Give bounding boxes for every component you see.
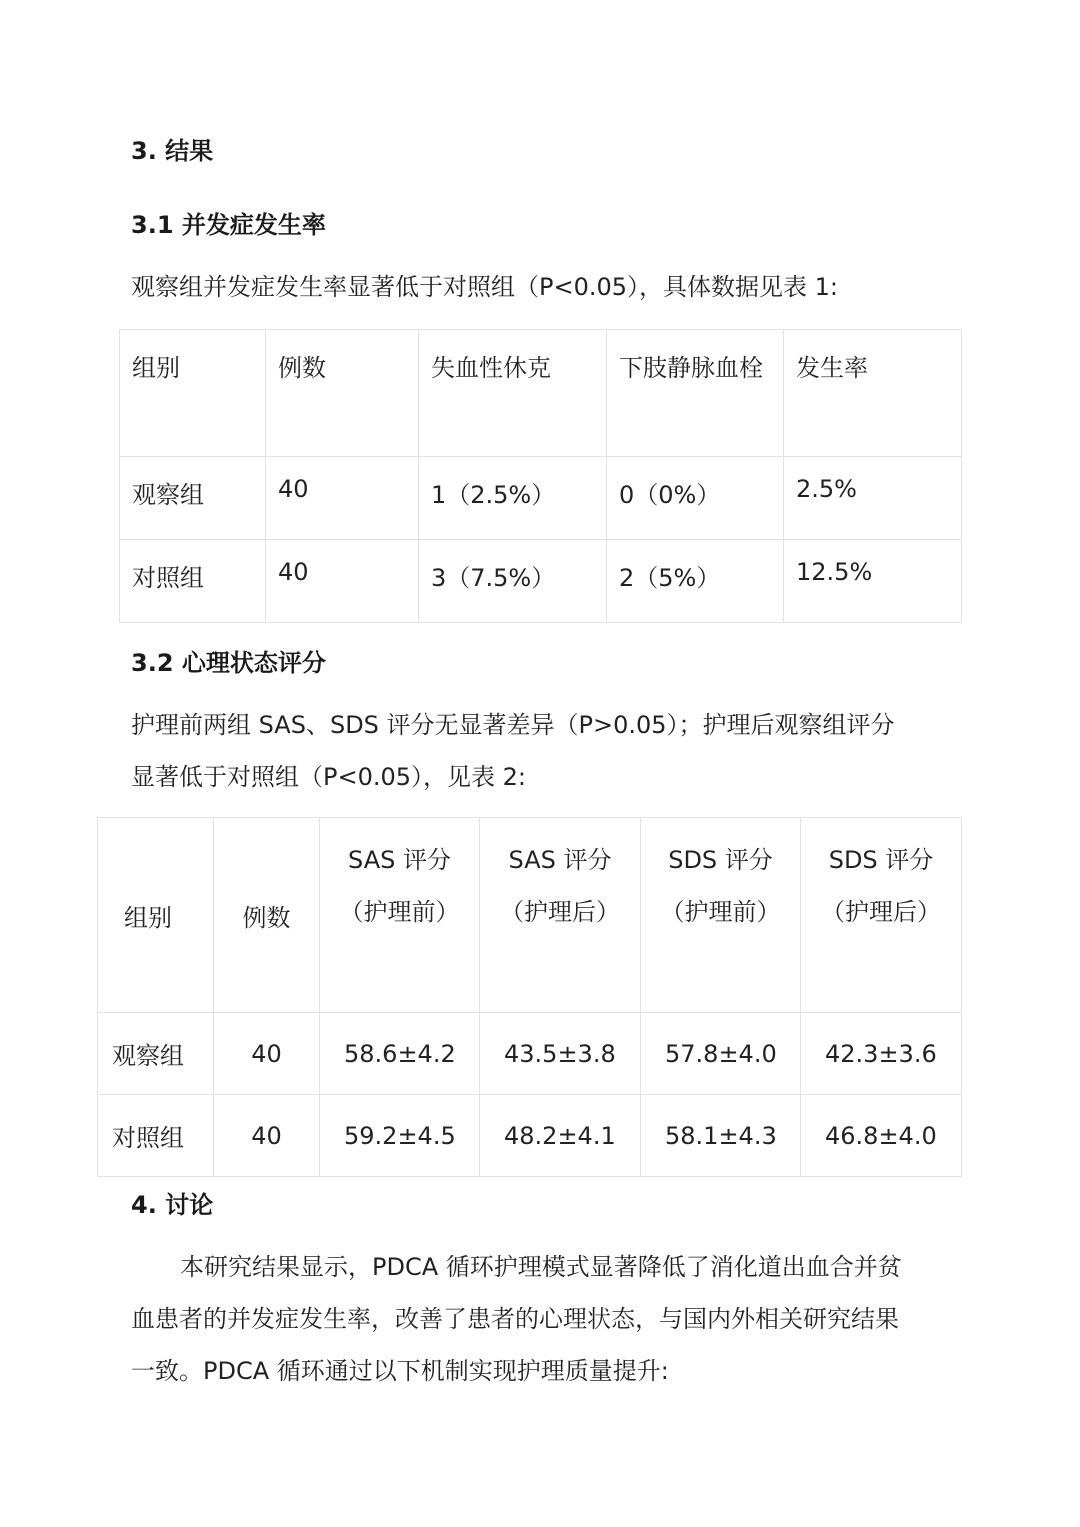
header-line-1: SAS 评分 bbox=[508, 846, 612, 874]
discussion-line2: 血患者的并发症发生率，改善了患者的心理状态，与国内外相关研究结果 bbox=[131, 1305, 899, 1333]
section-heading-discussion: 4. 讨论 bbox=[131, 1191, 214, 1219]
table-cell: 2（5%） bbox=[607, 540, 784, 623]
header-line-2: （护理前） bbox=[660, 898, 781, 926]
table-header-cell: 下肢静脉血栓 bbox=[607, 330, 784, 457]
table-header-cell: 组别 bbox=[98, 818, 214, 1013]
table-cell: 40 bbox=[266, 457, 419, 540]
table-cell: 0（0%） bbox=[607, 457, 784, 540]
table-cell: 48.2±4.1 bbox=[480, 1095, 641, 1177]
table-cell: 57.8±4.0 bbox=[641, 1013, 801, 1095]
paragraph-complications: 观察组并发症发生率显著低于对照组（P<0.05），具体数据见表 1: bbox=[131, 273, 839, 301]
section-heading-results: 3. 结果 bbox=[131, 137, 214, 165]
table-header-cell: 例数 bbox=[266, 330, 419, 457]
discussion-line3: 一致。PDCA 循环通过以下机制实现护理质量提升: bbox=[131, 1357, 669, 1385]
table-cell: 43.5±3.8 bbox=[480, 1013, 641, 1095]
table-header-cell: 例数 bbox=[214, 818, 320, 1013]
table-cell: 58.6±4.2 bbox=[320, 1013, 480, 1095]
paragraph-psychological-line1: 护理前两组 SAS、SDS 评分无显著差异（P>0.05）；护理后观察组评分 bbox=[131, 711, 895, 739]
subsection-heading-complications: 3.1 并发症发生率 bbox=[131, 211, 326, 239]
table-header-cell bbox=[641, 818, 801, 1013]
table-cell: 3（7.5%） bbox=[419, 540, 607, 623]
table-cell: 观察组 bbox=[98, 1013, 214, 1095]
header-line-1: SDS 评分 bbox=[828, 846, 934, 874]
header-line-1: SDS 评分 bbox=[668, 846, 773, 874]
table-cell: 对照组 bbox=[120, 540, 266, 623]
table-row bbox=[98, 1013, 962, 1095]
table-header-cell bbox=[480, 818, 641, 1013]
table-cell: 40 bbox=[266, 540, 419, 623]
table-header-cell bbox=[320, 818, 480, 1013]
subsection-heading-psychological: 3.2 心理状态评分 bbox=[131, 649, 326, 677]
table-cell: 2.5% bbox=[784, 457, 962, 540]
table-row bbox=[120, 457, 962, 540]
header-line-2: （护理前） bbox=[339, 898, 460, 926]
table-header-cell: 组别 bbox=[120, 330, 266, 457]
table-cell: 观察组 bbox=[120, 457, 266, 540]
header-line-2: （护理后） bbox=[821, 898, 941, 926]
table-header-cell: 失血性休克 bbox=[419, 330, 607, 457]
table-cell: 46.8±4.0 bbox=[801, 1095, 962, 1177]
complications-table bbox=[119, 329, 962, 623]
table-cell: 40 bbox=[214, 1095, 320, 1177]
discussion-line1: 本研究结果显示，PDCA 循环护理模式显著降低了消化道出血合并贫 bbox=[180, 1253, 902, 1281]
header-line-2: （护理后） bbox=[500, 898, 620, 926]
table-cell: 40 bbox=[214, 1013, 320, 1095]
table-cell: 1（2.5%） bbox=[419, 457, 607, 540]
table-header-cell bbox=[801, 818, 962, 1013]
table-cell: 对照组 bbox=[98, 1095, 214, 1177]
psychological-score-table bbox=[97, 817, 962, 1177]
header-line-1: SAS 评分 bbox=[348, 846, 451, 874]
table-row bbox=[120, 540, 962, 623]
table-header-row bbox=[120, 330, 962, 457]
table-row bbox=[98, 1095, 962, 1177]
paragraph-psychological-line2: 显著低于对照组（P<0.05），见表 2: bbox=[131, 763, 527, 791]
table-cell: 58.1±4.3 bbox=[641, 1095, 801, 1177]
table-cell: 42.3±3.6 bbox=[801, 1013, 962, 1095]
table-header-cell: 发生率 bbox=[784, 330, 962, 457]
table-cell: 59.2±4.5 bbox=[320, 1095, 480, 1177]
table-cell: 12.5% bbox=[784, 540, 962, 623]
table-header-row bbox=[98, 818, 962, 1013]
